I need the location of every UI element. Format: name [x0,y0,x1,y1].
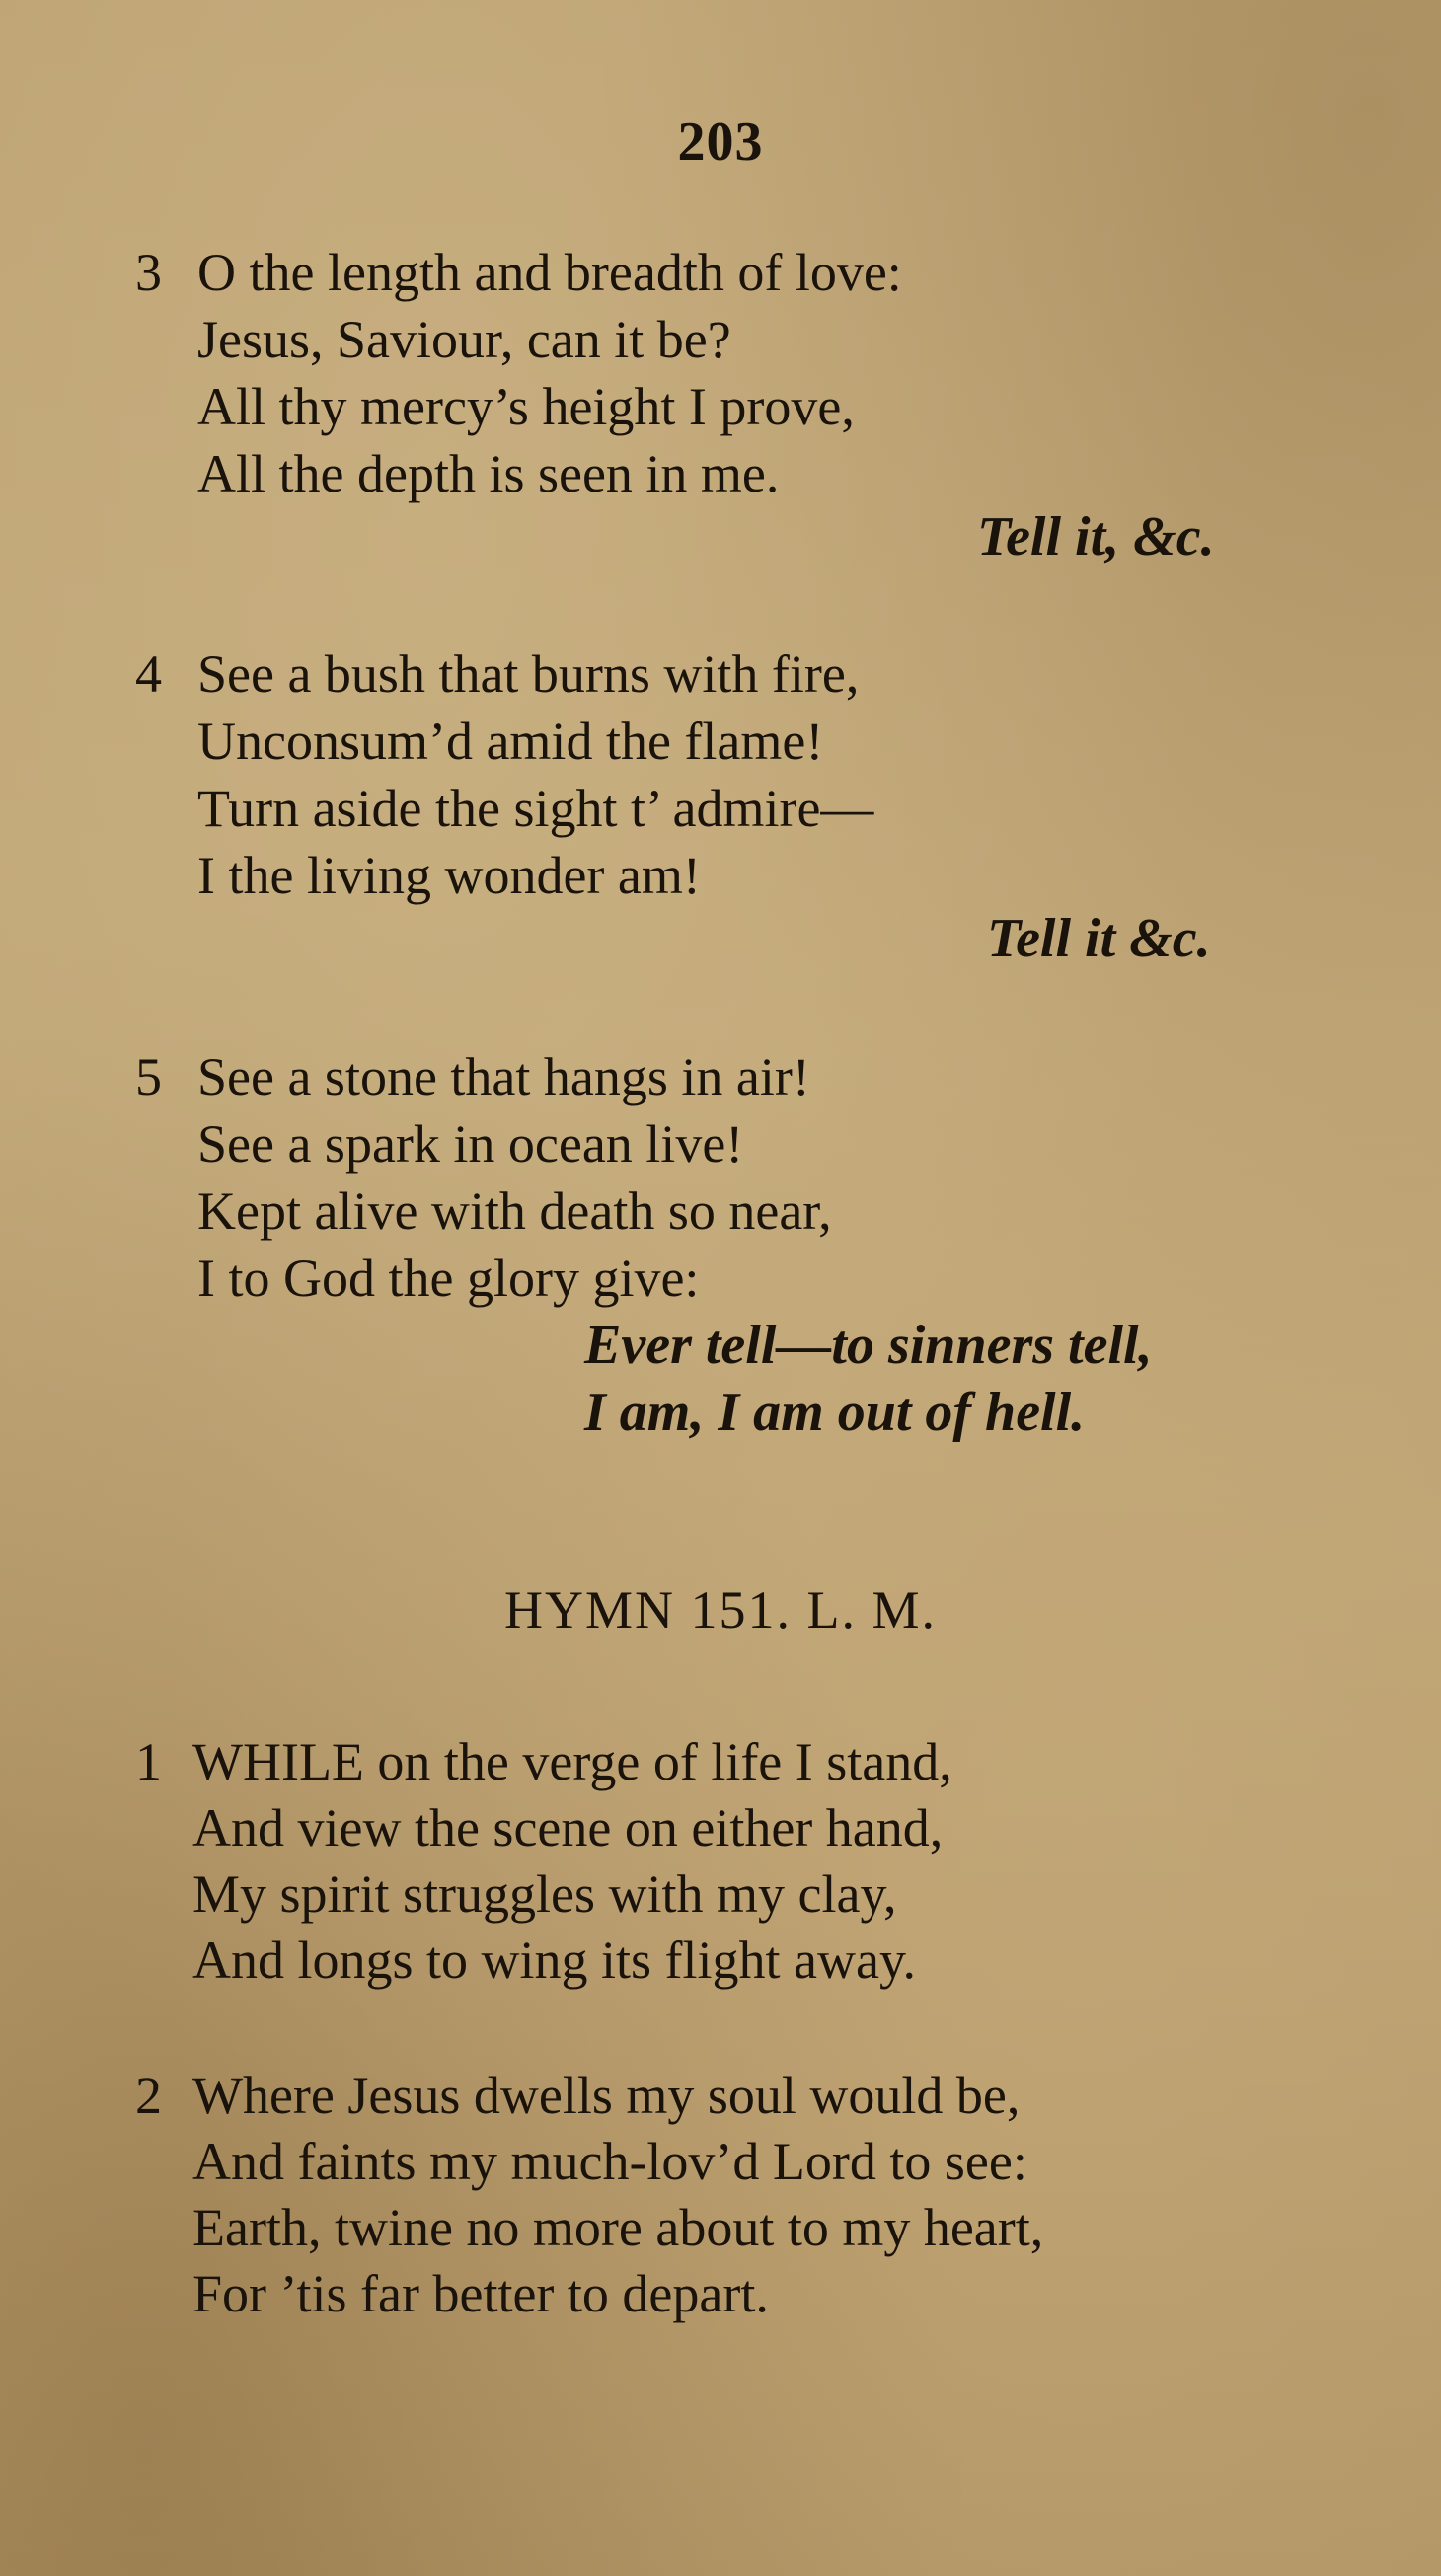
refrain-line: Ever tell—to sinners tell, [584,1315,1153,1376]
verse-line: O the length and breadth of love: [197,243,902,302]
stanza-number: 1 [135,1732,162,1791]
verse-line: All the depth is seen in me. [197,444,780,503]
verse-line: For ’tis far better to depart. [192,2264,769,2323]
verse-line: See a bush that burns with fire, [197,644,860,704]
verse-line: Earth, twine no more about to my heart, [192,2198,1044,2257]
hymn-heading: HYMN 151. L. M. [503,1580,937,1639]
verse-line: All thy mercy’s height I prove, [197,377,855,436]
verse-line: I the living wonder am! [197,846,701,905]
verse-line: My spirit struggles with my clay, [192,1864,897,1924]
verse-line: See a stone that hangs in air! [197,1047,810,1106]
stanza-number: 4 [135,644,162,704]
stanza-number: 2 [135,2066,162,2125]
refrain-line: Tell it &c. [987,908,1211,969]
refrain-line: Tell it, &c. [977,506,1215,568]
verse-line: Jesus, Saviour, can it be? [197,310,731,369]
stanza-number: 5 [135,1047,162,1106]
page-number: 203 [677,112,764,173]
stanza-number: 3 [135,243,162,302]
verse-line: WHILE on the verge of life I stand, [192,1732,952,1791]
refrain-line: I am, I am out of hell. [584,1382,1086,1443]
verse-line: And faints my much-lov’d Lord to see: [192,2132,1027,2191]
verse-line: And longs to wing its flight away. [192,1931,916,1990]
verse-line: I to God the glory give: [197,1249,700,1308]
verse-line: Turn aside the sight t’ admire— [197,779,874,838]
verse-line: Kept alive with death so near, [197,1181,832,1241]
verse-line: Where Jesus dwells my soul would be, [192,2066,1021,2125]
verse-line: And view the scene on either hand, [192,1798,944,1857]
verse-line: Unconsum’d amid the flame! [197,712,824,771]
verse-line: See a spark in ocean live! [197,1114,744,1174]
